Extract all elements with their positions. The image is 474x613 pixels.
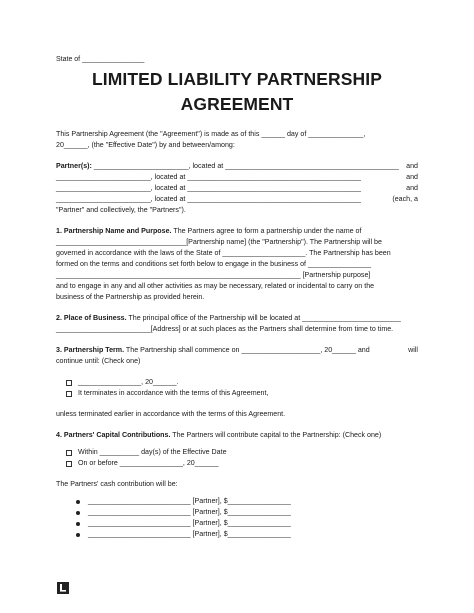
- bullet-icon: [76, 533, 80, 537]
- document-body: [56, 129, 418, 540]
- partner-row-5: "Partner" and collectively, the "Partners").: [56, 206, 186, 214]
- bullet-icon: [76, 522, 80, 526]
- title-line-1: LIMITED LIABILITY PARTNERSHIP: [91, 69, 383, 89]
- cash-contribution-label: The Partners' cash contribution will be:: [56, 480, 178, 488]
- term-option-date[interactable]: [56, 377, 418, 388]
- list-item: [56, 496, 418, 507]
- partner-row-1: [56, 161, 418, 172]
- section-1-line-4: formed on the terms and conditions set forth below to engage in the business of ________________: [56, 260, 372, 268]
- list-item: [56, 507, 418, 518]
- partner-row-2: [56, 172, 418, 183]
- capital-option-within-label: Within __________ day(s) of the Effective Date: [78, 448, 227, 456]
- capital-option-before-label: On or before ________________, 20______: [78, 459, 219, 467]
- section-3: [56, 345, 418, 356]
- section-1-line-2: _________________________________[Partnership name] (the "Partnership"). The Partnership will be: [56, 238, 382, 246]
- capital-option-within[interactable]: [56, 447, 418, 458]
- section-1-line-6: and to engage in any and all other activities as may be necessary, related or incidental to carry on the: [56, 282, 375, 290]
- list-item: [56, 529, 418, 540]
- section-3-after: unless terminated earlier in accordance with the terms of this Agreement.: [56, 410, 286, 418]
- section-3-line-1: The Partnership shall commence on ____________________, 20______ and: [124, 346, 370, 354]
- section-2-line-1: The principal office of the Partnership will be located at _________________________: [126, 314, 401, 322]
- term-option-terms-label: It terminates in accordance with the terms of this Agreement,: [78, 389, 269, 397]
- section-1-line-5: ______________________________________________________________ [Partnership purpose]: [56, 271, 371, 279]
- partner-row-4-end: (each, a: [392, 195, 418, 203]
- section-4: [56, 430, 418, 441]
- section-1-line-1: The Partners agree to form a partnership under the name of: [171, 227, 362, 235]
- title-line-2: AGREEMENT: [180, 94, 294, 114]
- partner-row-2-text: ________________________, located at ____________________________________________: [56, 173, 361, 181]
- partner-row-1-text: ________________________, located at ____________________________________________: [91, 162, 399, 170]
- contribution-line-1: __________________________ [Partner], $________________: [88, 497, 291, 505]
- section-1-line-7: business of the Partnership as provided herein.: [56, 293, 205, 301]
- section-2-line-2: ________________________[Address] or at such places as the Partners shall determine from time to time.: [56, 325, 394, 333]
- partner-row-1-end: and: [406, 162, 418, 170]
- section-1: [56, 226, 418, 237]
- checkbox-icon[interactable]: [66, 450, 72, 456]
- section-3-line-1-end: will: [408, 346, 418, 354]
- capital-option-before[interactable]: [56, 458, 418, 469]
- brand-logo-icon: [57, 582, 69, 594]
- section-2-heading: 2. Place of Business.: [56, 314, 127, 322]
- partners-label: Partner(s):: [56, 162, 92, 170]
- contribution-line-3: __________________________ [Partner], $________________: [88, 519, 291, 527]
- document-title: [56, 67, 418, 117]
- contribution-line-2: __________________________ [Partner], $________________: [88, 508, 291, 516]
- partner-row-4: [56, 194, 418, 205]
- section-1-heading: 1. Partnership Name and Purpose.: [56, 227, 172, 235]
- partner-row-4-text: ________________________, located at ____________________________________________: [56, 195, 361, 203]
- section-2: [56, 313, 418, 324]
- checkbox-icon[interactable]: [66, 380, 72, 386]
- term-option-date-label: ________________, 20______.: [78, 378, 179, 386]
- term-option-terms[interactable]: [56, 388, 418, 399]
- partner-row-3: [56, 183, 418, 194]
- checkbox-icon[interactable]: [66, 461, 72, 467]
- partner-row-3-text: ________________________, located at ____________________________________________: [56, 184, 361, 192]
- section-3-line-2: continue until: (Check one): [56, 357, 141, 365]
- section-4-heading: 4. Partners' Capital Contributions.: [56, 431, 171, 439]
- section-1-line-3: governed in accordance with the laws of the State of _____________________. The Partnership has been: [56, 249, 391, 257]
- partner-row-3-end: and: [406, 184, 418, 192]
- checkbox-icon[interactable]: [66, 391, 72, 397]
- bullet-icon: [76, 511, 80, 515]
- bullet-icon: [76, 500, 80, 504]
- intro-line-2: 20______, (the "Effective Date") by and between/among:: [56, 141, 235, 149]
- intro-line-1: This Partnership Agreement (the "Agreement") is made as of this ______ day of ______________,: [56, 130, 366, 138]
- state-line: State of ________________: [56, 56, 145, 63]
- section-4-line-1: The Partners will contribute capital to the Partnership: (Check one): [170, 431, 382, 439]
- contribution-line-4: __________________________ [Partner], $________________: [88, 530, 291, 538]
- list-item: [56, 518, 418, 529]
- section-3-heading: 3. Partnership Term.: [56, 346, 125, 354]
- partner-row-2-end: and: [406, 173, 418, 181]
